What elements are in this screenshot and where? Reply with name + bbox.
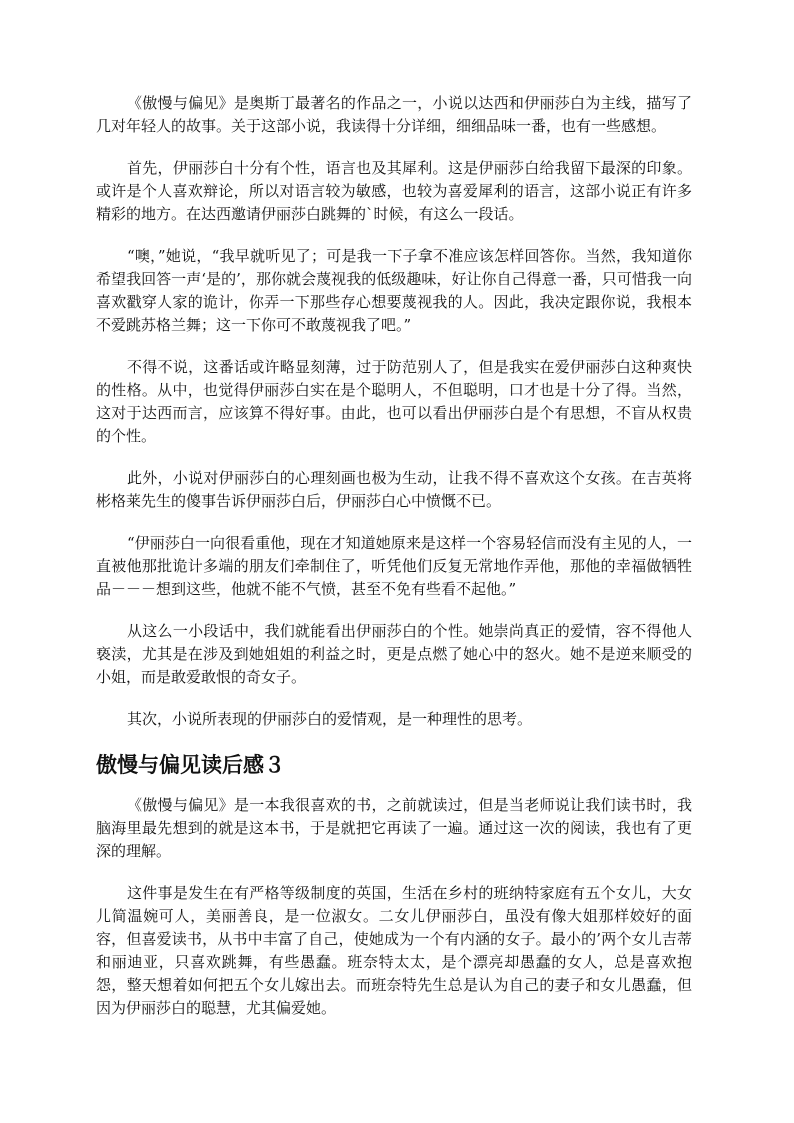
paragraph: 不得不说，这番话或许略显刻薄，过于防范别人了，但是我实在爱伊丽莎白这种爽快的性格。从中，也觉得伊丽莎白实在是个聪明人，不但聪明，口才也是十分了得。当然，这对于达西而言，应该算不得好事。由此，也可以看出伊丽莎白是个有思想，不盲从权贵的个性。 bbox=[96, 358, 692, 445]
paragraph: 首先，伊丽莎白十分有个性，语言也及其犀利。这是伊丽莎白给我留下最深的印象。或许是个人喜欢辩论，所以对语言较为敏感，也较为喜爱犀利的语言，这部小说正有许多精彩的地方。在达西邀请伊丽莎白跳舞的`时候，有这么一段话。 bbox=[96, 159, 692, 223]
section-heading: 傲慢与偏见读后感３ bbox=[96, 752, 285, 777]
paragraph: 这件事是发生在有严格等级制度的英国，生活在乡村的班纳特家庭有五个女儿，大女儿简温婉可人，美丽善良，是一位淑女。二女儿伊丽莎白，虽没有像大姐那样姣好的面容，但喜爱读书，从书中丰富了自己，使她成为一个有内涵的女子。最小的’两个女儿吉蒂和丽迪亚，只喜欢跳舞，有些愚蠢。班奈特太太，是个漂亮却愚蠢的女人，总是喜欢抱怨，整天想着如何把五个女儿嫁出去。而班奈特先生总是认为自己的妻子和女儿愚蠢，但因为伊丽莎白的聪慧，尤其偏爱她。 bbox=[96, 884, 692, 1017]
paragraph: 从这么一小段话中，我们就能看出伊丽莎白的个性。她崇尚真正的爱情，容不得他人亵渎，尤其是在涉及到她姐姐的利益之时，更是点燃了她心中的怒火。她不是逆来顺受的小姐，而是敢爱敢恨的奇女子。 bbox=[96, 622, 692, 686]
paragraph: 《傲慢与偏见》是一本我很喜欢的书，之前就读过，但是当老师说让我们读书时，我脑海里最先想到的就是这本书，于是就把它再读了一遍。通过这一次的阅读，我也有了更深的理解。 bbox=[96, 796, 692, 860]
quote-paragraph: “伊丽莎白一向很看重他，现在才知道她原来是这样一个容易轻信而没有主见的人，一直被他那批诡计多端的朋友们牵制住了，听凭他们反复无常地作弄他，那他的幸福做牺牲品－－－想到这些，他就不能不气愤，甚至不免有些看不起他。” bbox=[96, 534, 692, 598]
paragraph: 此外，小说对伊丽莎白的心理刻画也极为生动，让我不得不喜欢这个女孩。在吉英将彬格莱先生的傻事告诉伊丽莎白后，伊丽莎白心中愤慨不已。 bbox=[96, 469, 692, 510]
quote-paragraph: “噢，”她说，“我早就听见了；可是我一下子拿不准应该怎样回答你。当然，我知道你希望我回答一声‘是的’，那你就会蔑视我的低级趣味，好让你自己得意一番，只可惜我一向喜欢戳穿人家的诡计，你弄一下那些存心想要蔑视我的人。因此，我决定跟你说，我根本不爱跳苏格兰舞；这一下你可不敢蔑视我了吧。” bbox=[96, 247, 692, 334]
paragraph: 《傲慢与偏见》是奥斯丁最著名的作品之一，小说以达西和伊丽莎白为主线，描写了几对年轻人的故事。关于这部小说，我读得十分详细，细细品味一番，也有一些感想。 bbox=[96, 94, 692, 135]
document-page bbox=[96, 92, 692, 1039]
paragraph: 其次，小说所表现的伊丽莎白的爱情观，是一种理性的思考。 bbox=[127, 710, 533, 728]
